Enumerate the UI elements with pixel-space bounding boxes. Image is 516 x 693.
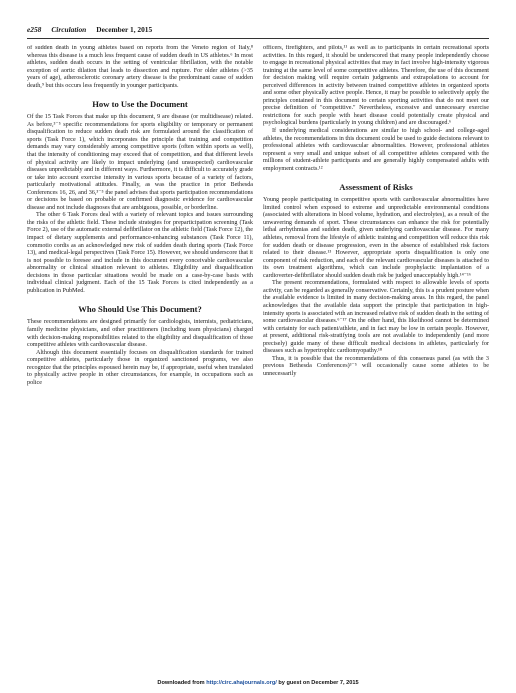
paragraph: These recommendations are designed primarily for cardiologists, internists, pediatricians, family medicine physicians, and other practitioners (including team physicians) charged with decision-making responsibilities related to the eligibility and disqualification of those competitive athletes with cardiovascular disease. bbox=[27, 319, 253, 349]
paragraph: The present recommendations, formulated with respect to allowable levels of sports activity, can be regarded as generally conservative. Certainly, this is a prudent posture when the available evidence is limited in many decision-making areas. In this regard, the panel acknowledges that the available data support the principle that participation in high-intensity sports is associated with an increased relative risk of sudden death in the setting of some cardiovascular diseases.⁶⁻¹⁷ On the other hand, this likelihood cannot be determined with certainty for each patient/athlete, and in fact may be low in certain people. However, at present, additional risk-stratifying tools are not available to independently (and more precisely) guide many of these difficult medical decisions in athletes, particularly for diseases such as hypertrophic cardiomyopathy.¹⁸ bbox=[263, 280, 489, 355]
paragraph: Although this document essentially focuses on disqualification standards for trained competitive athletes, particularly those in organized sanctioned programs, we also recognize that the principles espoused herein may be, if appropriate, useful when translated to physically active people in other circumstances, for example, in occupations such as police bbox=[27, 349, 253, 386]
paragraph: officers, firefighters, and pilots,¹¹ as well as to participants in certain recreational sports activities. In this regard, it should be underscored that many people independently choose to engage in recreational physical activities that may in fact involve high-intensity vigorous training at the same level of some competitive athletes. Therefore, the use of this document for decision making will require certain judgments and extrapolations to account for perceived differences in activity between trained competitive athletes in organized sports and some other physically active people. Hence, it may be possible to selectively apply the principles contained in this document to certain sporting activities that do not meet our precise definition of "competitive." Nevertheless, excessive and unnecessary exercise restrictions for such people with heart disease could potentially create physical and psychological burdens (particularly in young children) and are discouraged.⁶ bbox=[263, 45, 489, 127]
paragraph: Of the 15 Task Forces that make up this document, 9 are disease (or multidisease) related. As before,³⁻⁵ specific recommendations for sports eligibility or temporary or permanent disqualification to reduce sudden death risk are formulated around the classification of sports (Task Force 1), which incorporates the principle that training and competition demands may vary considerably among competitive sports (often within sports as well), that the intensity of conditioning may exceed that of competition, and that different levels of physical activity are likely to impact underlying (and unsuspected) cardiovascular diseases unpredictably and in different ways. Furthermore, it is difficult to accurately grade or take into account exercise intensity in various sports because of a variety of factors, particularly motivational attitudes. Finally, as was the practice in prior Bethesda Conferences 16, 26, and 36,³⁻⁵ the panel advises that sports participation recommendations or decisions be based on probable or confirmed diagnostic evidence for cardiovascular disease and not include diagnoses that are ambiguous, possible, or borderline. bbox=[27, 114, 253, 211]
section-heading-how-to-use: How to Use the Document bbox=[92, 99, 188, 110]
footer-link[interactable]: http://circ.ahajournals.org/ bbox=[206, 680, 277, 686]
download-footer bbox=[0, 680, 516, 686]
paragraph: The other 6 Task Forces deal with a variety of relevant topics and issues surrounding the risks of the athletic field. These include strategies for preparticipation screening (Task Force 2), use of the automatic external defibrillator on the athletic field (Task Force 12), the impact of dietary supplements and performance-enhancing substances (Task Force 11), commotio cordis as an acknowledged new risk of sudden death during sports (Task Force 13), and medical-legal perspectives (Task Force 15). However, we should underscore that it is not possible to foresee and include in this document every conceivable cardiovascular abnormality or clinical situation relevant to athletes. Eligibility and disqualification decisions in those particular situations would be made on a case-by-case basis with individual clinical judgment. Each of the 15 Task Forces is cited independently as a publication in PubMed. bbox=[27, 212, 253, 294]
header-rule bbox=[27, 38, 489, 39]
paragraph: Thus, it is possible that the recommendations of this consensus panel (as with the 3 previous Bethesda Conferences)³⁻⁵ will occasionally cause some athletes to be unnecessarily bbox=[263, 355, 489, 377]
footer-suffix: by guest on December 7, 2015 bbox=[278, 680, 359, 686]
left-column bbox=[27, 45, 253, 675]
section-heading-assessment-of-risks: Assessment of Risks bbox=[339, 182, 413, 193]
right-column bbox=[263, 45, 489, 675]
page-number: e258 bbox=[27, 25, 42, 34]
journal-name: Circulation bbox=[51, 25, 87, 34]
issue-date: December 1, 2015 bbox=[96, 25, 153, 34]
footer-prefix: Downloaded from bbox=[157, 680, 205, 686]
paragraph: Young people participating in competitive sports with cardiovascular abnormalities have limited control when exposed to extreme and unpredictable environmental conditions (associated with alterations in blood volume, hydration, and electrolytes), as a result of the unwavering demands of sport. These circumstances can enhance the risk for potentially lethal arrhythmias and sudden death, given underlying cardiovascular disease. For many athletes, removal from the lifestyle of athletic training and competition will reduce this risk for sudden death or disease progression, even in the absence of established risk factors related to their disease.¹³ However, appropriate sports disqualification is only one component of risk reduction, and each of the relevant cardiovascular diseases is attached to its own treatment algorithms, which can include prophylactic implantation of a cardioverter-defibrillator should sudden death risk be judged unacceptably high.¹⁴⁻¹⁶ bbox=[263, 197, 489, 279]
intro-paragraph: of sudden death in young athletes based on reports from the Veneto region of Italy,⁸ whereas this disease is a much less frequent cause of sudden death in US athletes.⁶ In most athletes, sudden death occurs in the setting of ventricular fibrillation, with the notable exception of aortic dilation that leads to dissection and rupture. For older athletes (>35 years of age), atherosclerotic coronary artery disease is the predominant cause of sudden death,⁹ but this occurs less frequently in younger participants. bbox=[27, 45, 253, 89]
section-heading-who-should-use: Who Should Use This Document? bbox=[78, 304, 202, 315]
running-header bbox=[27, 25, 489, 37]
paragraph: If underlying medical considerations are similar to high school- and college-aged athletes, the recommendations in this document could be used to guide decisions relevant to professional athletes with cardiovascular abnormalities. However, professional athletes represent a very small and unique subset of all competitive athletes compared with the millions of student-athlete participants and are generally highly compensated adults with employment contracts.¹² bbox=[263, 128, 489, 172]
